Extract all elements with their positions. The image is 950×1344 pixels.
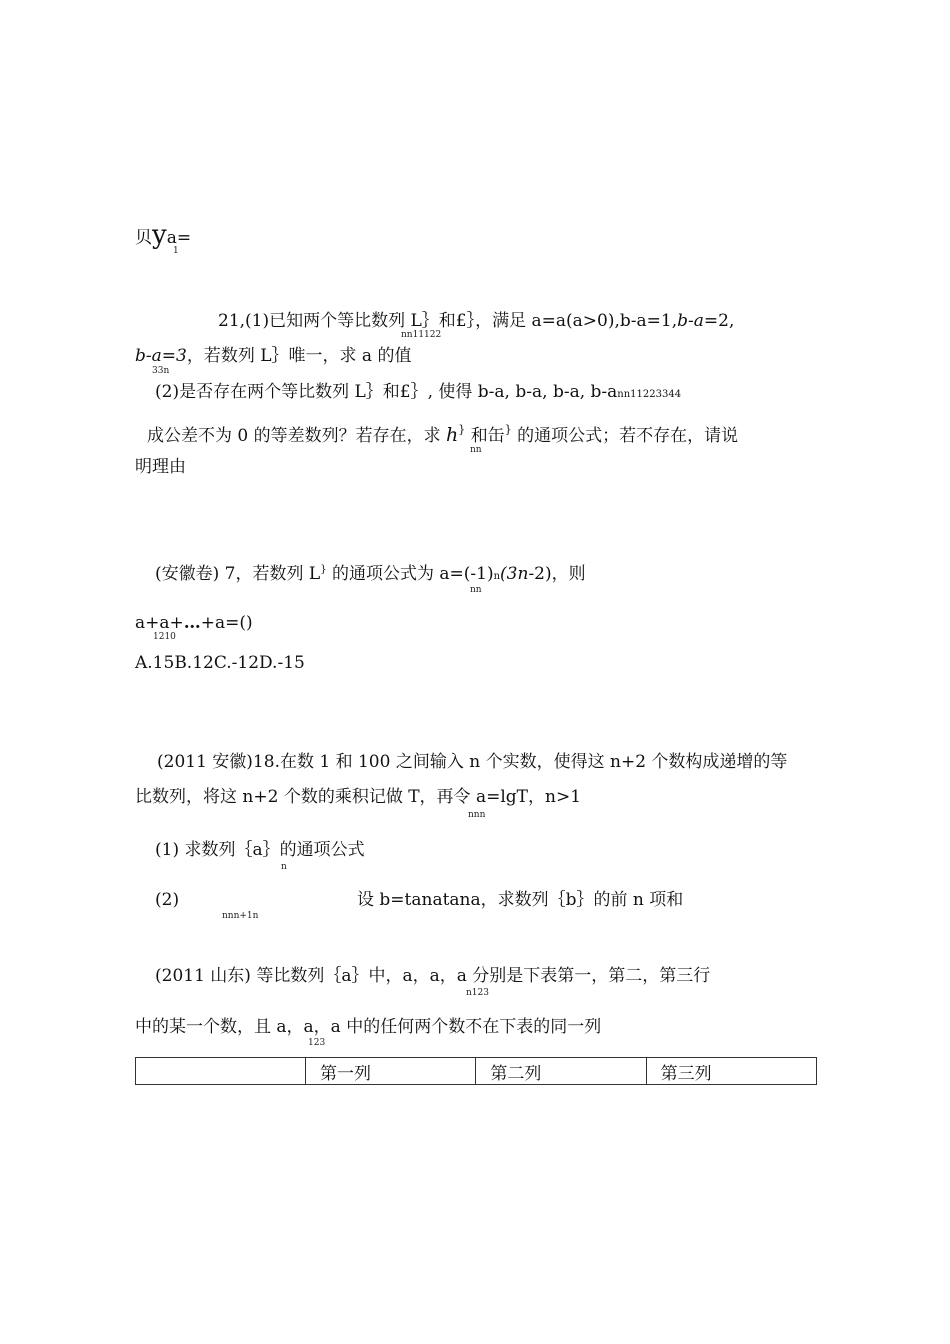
problem-18-line-1: (2011 安徽)18.在数 1 和 100 之间输入 n 个实数，使得这 n+2 个数构成递增的等: [157, 752, 788, 772]
table-header-col-2: 第二列: [476, 1058, 646, 1085]
data-table: [135, 1057, 817, 1085]
brace: }: [458, 423, 466, 436]
subscript: n: [281, 862, 287, 872]
subscript: nnn: [468, 810, 486, 820]
problem-18-part-2-label: (2): [155, 890, 180, 910]
table-header-row: [136, 1058, 817, 1085]
text-y: y: [152, 220, 167, 250]
brace: }: [320, 564, 327, 575]
table-cell-empty: [136, 1058, 306, 1085]
brace: }: [504, 423, 512, 436]
problem-18-part-2-text: 设 b=tanatana，求数列｛b｝的前 n 项和: [357, 890, 684, 910]
subscript: n123: [466, 988, 489, 998]
anhui-text: -2)，则: [528, 564, 586, 584]
italic-term: (3n: [500, 564, 529, 584]
problem-21-text: 21,(1)已知两个等比数列 L｝和£｝，满足 a=a(a>0),b-a=1,: [218, 311, 678, 331]
subscript: n: [493, 571, 501, 582]
problem-21-text: (2)是否存在两个等比数列 L｝和£｝, 使得 b-a, b-a, b-a, b-a: [155, 382, 618, 402]
subscript: 33n: [152, 366, 170, 376]
problem-21-line-5: 明理由: [135, 457, 186, 477]
anhui-options: A.15B.12C.-12D.-15: [135, 653, 305, 673]
problem-21-text: 的通项公式；若不存在，请说: [517, 426, 739, 446]
anhui-text: (安徽卷) 7，若数列 L: [155, 564, 321, 584]
subscript: 1: [173, 246, 179, 256]
subscript: nn11122: [401, 330, 442, 340]
problem-21-line-2: [135, 348, 411, 365]
italic-term: b-a=3: [135, 346, 187, 366]
subscript: nnn+1n: [222, 911, 259, 921]
shandong-line-1: (2011 山东) 等比数列｛a｝中，a，a，a 分别是下表第一，第二，第三行: [155, 966, 711, 986]
formula-line-1: [135, 222, 191, 248]
anhui-text: +a=(): [200, 613, 253, 633]
text-bei: 贝: [135, 228, 152, 248]
italic-h: h: [446, 424, 459, 446]
ellipsis: …: [183, 613, 201, 633]
problem-18-line-2: 比数列，将这 n+2 个数的乘积记做 T，再令 a=lgT，n>1: [135, 787, 582, 807]
table-header-col-3: 第三列: [646, 1058, 816, 1085]
subscript: nn: [470, 445, 482, 455]
problem-21-line-1: [218, 313, 734, 330]
anhui-text: a+a+: [135, 613, 184, 633]
problem-21-line-3: [155, 384, 681, 401]
subscript: nn11223344: [617, 389, 682, 400]
text-a-eq: a=: [166, 228, 192, 248]
subscript: 123: [308, 1038, 326, 1048]
problem-21-text: ，若数列 L｝唯一，求 a 的值: [186, 346, 412, 366]
shandong-line-2: 中的某一个数，且 a，a，a 中的任何两个数不在下表的同一列: [135, 1017, 602, 1037]
subscript: 1210: [153, 632, 176, 642]
table-header-col-1: 第一列: [306, 1058, 476, 1085]
problem-18-part-1: (1) 求数列｛a｝的通项公式: [155, 840, 365, 860]
anhui-text: 的通项公式为 a=(-1): [331, 564, 494, 584]
problem-21-text: 成公差不为 0 的等差数列？若存在，求: [147, 426, 441, 446]
problem-21-line-4: [147, 424, 738, 445]
italic-term: b-a: [677, 311, 704, 331]
anhui-line-2: [135, 615, 253, 632]
anhui-line-1: [155, 565, 586, 583]
subscript: nn: [470, 585, 482, 595]
problem-21-tail: =2,: [703, 311, 735, 331]
problem-21-text: 和缶: [470, 426, 505, 446]
